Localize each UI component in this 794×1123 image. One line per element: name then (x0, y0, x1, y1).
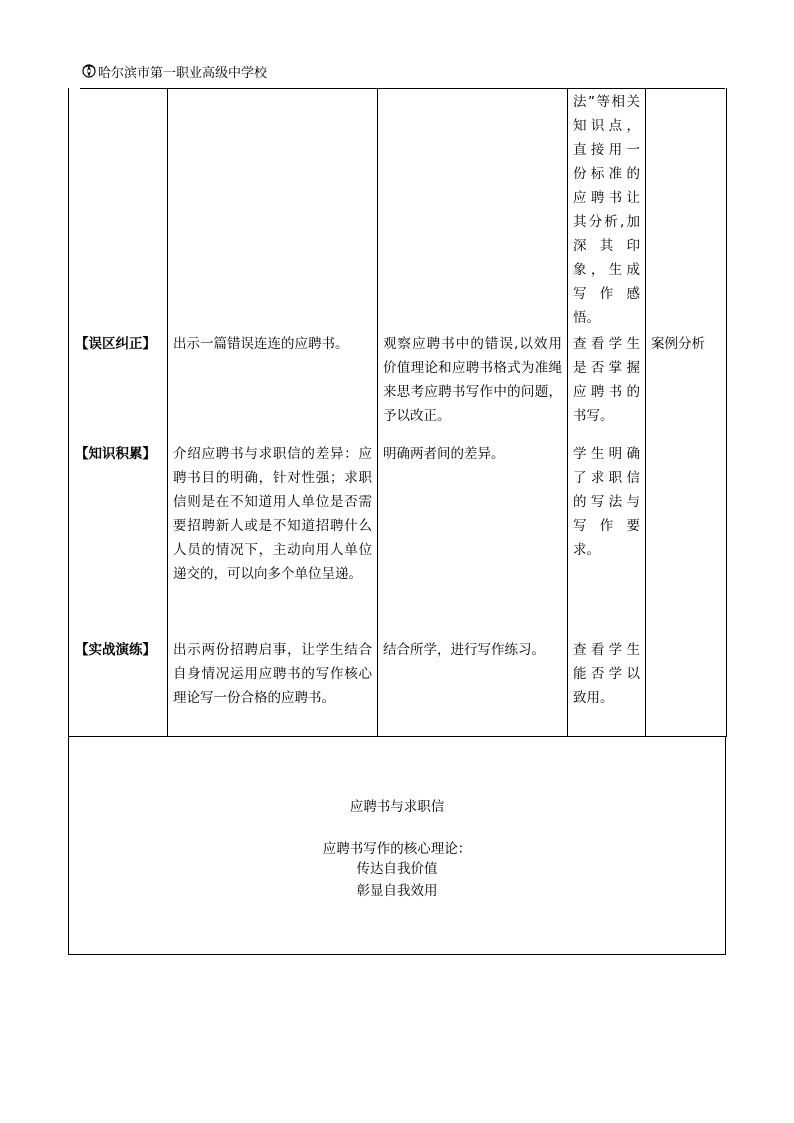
student-activity-cell (378, 88, 568, 332)
teacher-activity-cell: 出示一篇错误连连的应聘书。 (168, 332, 378, 442)
design-intent-cell: 查看学生是否掌握应聘书的书写。 (568, 332, 646, 442)
page-header (80, 62, 725, 89)
lesson-plan-table (68, 88, 727, 737)
student-activity-cell: 观察应聘书中的错误,以效用价值理论和应聘书格式为准绳来思考应聘书写作中的问题，予以改正。 (378, 332, 568, 442)
method-cell (646, 638, 727, 736)
teacher-activity-cell (168, 88, 378, 332)
school-emblem-icon (80, 62, 98, 80)
method-cell (646, 442, 727, 638)
student-activity-cell: 结合所学，进行写作练习。 (378, 638, 568, 736)
table-row (69, 638, 727, 736)
teacher-activity-cell: 介绍应聘书与求职信的差异：应聘书目的明确，针对性强；求职信则是在不知道用人单位是否需要招聘新人或是不知道招聘什么人员的情况下，主动向用人单位递交的，可以向多个单位呈递。 (168, 442, 378, 638)
method-cell (646, 88, 727, 332)
design-intent-cell: 学生明确了求职信的写法与写作要求。 (568, 442, 646, 638)
design-intent-cell: 查看学生能否学以致用。 (568, 638, 646, 736)
board-title: 应聘书与求职信 (349, 799, 445, 815)
stage-label-cell: 【知识积累】 (69, 442, 168, 638)
table-row (69, 442, 727, 638)
board-point-1: 传达自我价值 (356, 861, 438, 877)
stage-label-cell: 【实战演练】 (69, 638, 168, 736)
blackboard-design-box (68, 736, 726, 955)
stage-label-cell (69, 88, 168, 332)
board-subtitle: 应聘书写作的核心理论： (322, 841, 472, 857)
board-point-2: 彰显自我效用 (356, 883, 438, 899)
teacher-activity-cell: 出示两份招聘启事，让学生结合自身情况运用应聘书的写作核心理论写一份合格的应聘书。 (168, 638, 378, 736)
table-row (69, 88, 727, 332)
student-activity-cell: 明确两者间的差异。 (378, 442, 568, 638)
school-name: 哈尔滨市第一职业高级中学校 (98, 66, 268, 81)
stage-label-cell: 【误区纠正】 (69, 332, 168, 442)
method-cell: 案例分析 (646, 332, 727, 442)
design-intent-cell: 法”等相关知识点，直接用一份标准的应聘书让其分析,加深其印象，生成写作感悟。 (568, 88, 646, 332)
table-row (69, 332, 727, 442)
